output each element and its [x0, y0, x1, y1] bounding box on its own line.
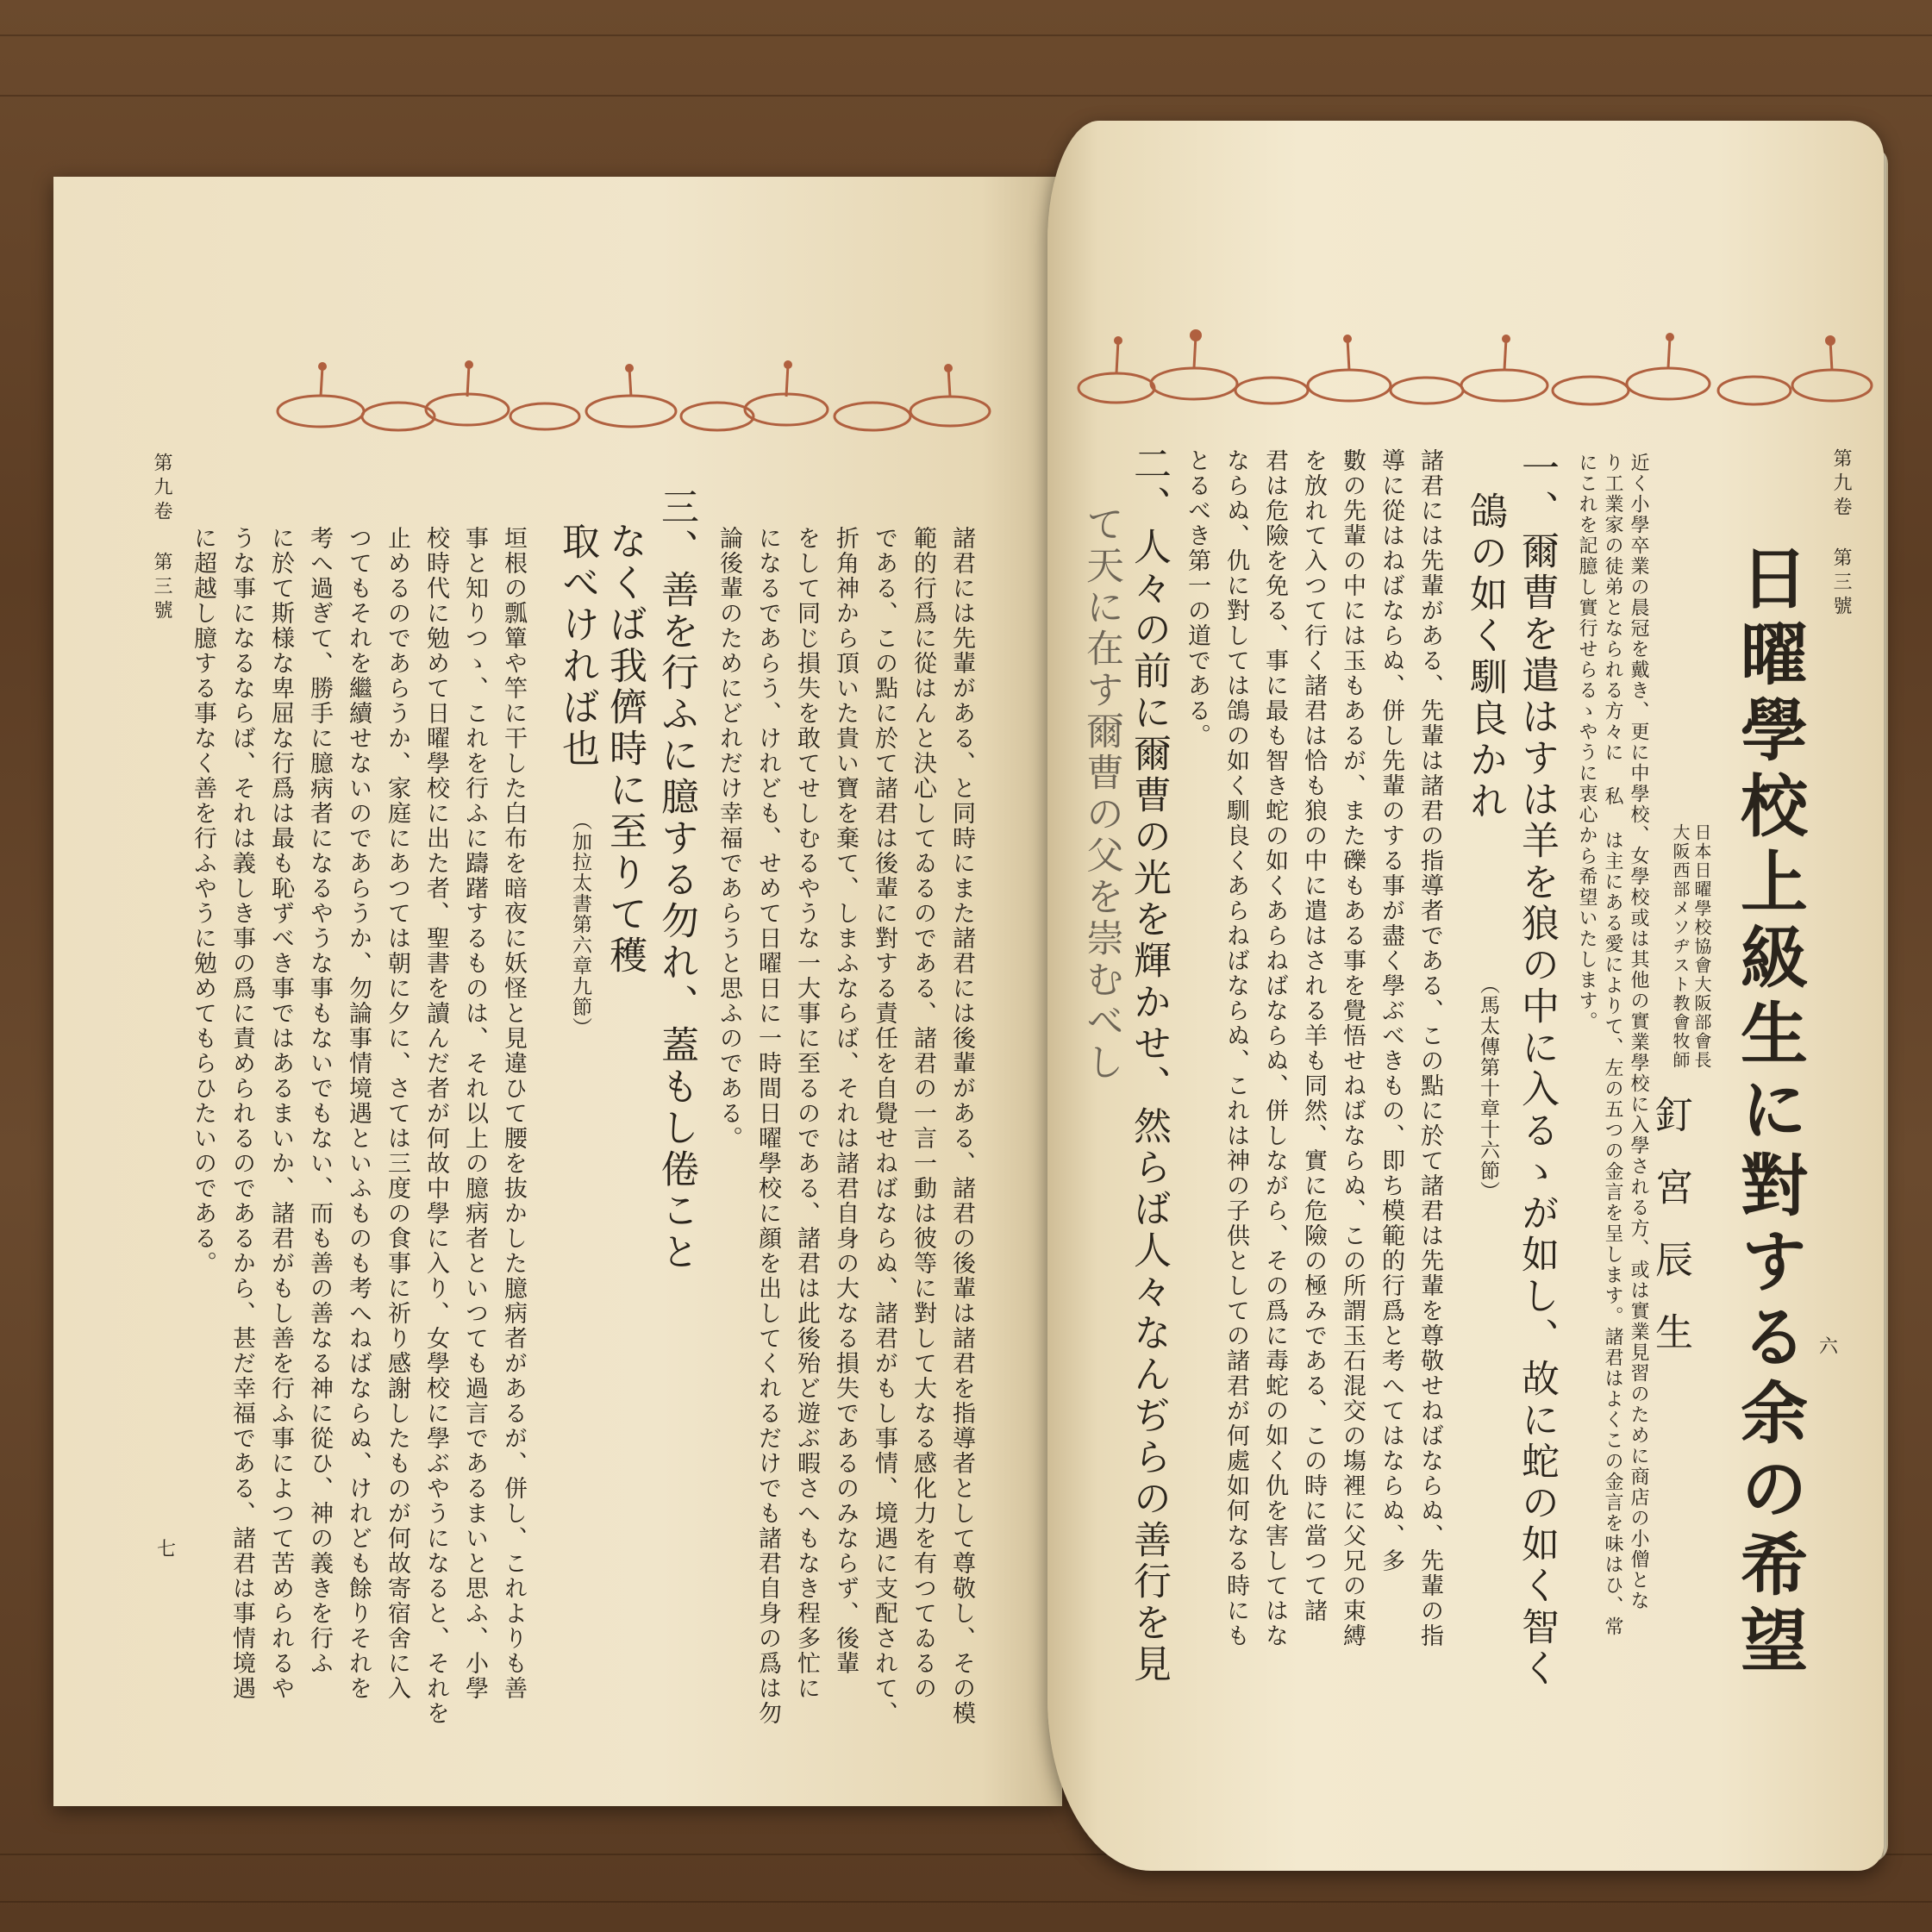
left-page: [53, 177, 1062, 1806]
body-column: つてもそれを繼續せないのであらうか、勿論事情境遇といふものも考へねばならぬ、けれども餘りそれを: [345, 526, 372, 1701]
body-column: を放れて入つて行く諸君は恰も狼の中に遣はされる羊も同然、實に危險の極みである、この時に當つて諸: [1300, 448, 1327, 1623]
section-heading: なくば我儕時に至りて穫: [603, 522, 647, 977]
author-affiliation: 大阪西部メソヂスト教會牧師: [1670, 823, 1691, 1070]
body-column: 導に從はねばならぬ、併し先輩のする事が盡く學ぶべきもの、即ち模範的行爲と考へてはならぬ、多: [1378, 448, 1404, 1573]
wood-grain: [0, 1901, 1932, 1903]
body-column: 校時代に勉めて日曜學校に出た者、聖書を讀んだ者が何故中學に入り、女學校に學ぶやうになると、それを: [422, 526, 449, 1726]
body-column: 諸君には先輩がある、先輩は諸君の指導者である、この點に於て諸君は先輩を尊敬せねばならぬ、先輩の指: [1416, 448, 1443, 1648]
body-column: 論後輩のためにどれだけ幸福であらうと思ふのである。: [716, 526, 742, 1151]
body-column: に超越し臆する事なく善を行ふやうに勉めてもらひたいのである。: [190, 526, 216, 1276]
folio: 第九卷 第三號: [1830, 448, 1852, 620]
intro-line: にこれを記臆し實行せらるゝやうに衷心から希望いたします。: [1576, 453, 1597, 1032]
body-column: に於て斯様な卑屈な行爲は最も恥ずべき事ではあるまいか、諸君がもし善を行ふ事によつて苦められるや: [267, 526, 294, 1701]
section-heading: 取べければ也: [555, 522, 599, 770]
intro-line: 近く小學卒業の晨冠を戴き、更に中學校、女學校或は其他の實業學校に入學される方、或は實業見習のために商店の小僧とな: [1628, 453, 1649, 1611]
folio: 第九卷 第三號: [151, 453, 172, 624]
author-name: 釘宮辰生: [1648, 1095, 1692, 1385]
body-column: 數の先輩の中には玉もあるが、また礫もある事を覺悟せねばならぬ、この所謂玉石混交の塲裡に父兄の束縛: [1339, 448, 1366, 1648]
page-number: 七: [157, 1539, 177, 1560]
citation: （加拉太書第六章九節）: [569, 810, 591, 1038]
page-number: 六: [1819, 1336, 1839, 1358]
section-heading: 鴿の如く馴良かれ: [1463, 491, 1507, 822]
section-heading: 二、人々の前に爾曹の光を輝かせ、然らば人々なんぢらの善行を見: [1127, 444, 1171, 1685]
body-column: である、この點に於て諸君は後輩に對する責任を自覺せねばならぬ、諸君がもし事情、境遇に支配されて、: [871, 526, 897, 1726]
section-heading: て天に在す爾曹の父を崇むべし: [1079, 504, 1123, 1084]
body-column: うな事になるならば、それは義しき事の爲に責められるのであるから、甚だ幸福である、諸君は事情境遇: [228, 526, 255, 1701]
section-heading: 一、爾曹を遣はすは羊を狼の中に入るゝが如し、故に蛇の如く智く: [1515, 448, 1559, 1690]
right-page: [1047, 121, 1884, 1871]
floral-decoration: [1073, 323, 1884, 418]
body-column: とるべき第一の道である。: [1184, 448, 1210, 748]
body-column: をして同じ損失を敢てせしむるやうな一大事に至るのである、諸君は此後殆ど遊ぶ暇さへもなき程多忙に: [793, 526, 820, 1701]
section-heading: 三、善を行ふに臆する勿れ、蓋もし倦こと: [654, 487, 698, 1273]
floral-decoration: [269, 349, 1028, 444]
article-title: 日曜學校上級生に對する余の希望: [1729, 543, 1808, 1681]
body-column: 諸君には先輩がある、と同時にまた諸君には後輩がある、諸君の後輩は諸君を指導者として尊敬し、その模: [948, 526, 975, 1726]
intro-line: り工業家の徒弟となられる方々に 私 は主にある愛によりて、左の五つの金言を呈します。諸君はよくこの金言を味はひ、常: [1602, 453, 1623, 1637]
body-column: 止めるのであらうか、家庭にあつては朝に夕に、さては三度の食事に祈り感謝したものが何故寄宿舍に入: [384, 526, 410, 1701]
wood-grain: [0, 34, 1932, 36]
body-column: 事と知りつゝ、これを行ふに躊躇するものは、それ以上の臆病者といつても過言であるまいと思ふ、小學: [461, 526, 488, 1701]
wood-grain: [0, 95, 1932, 97]
body-column: 垣根の瓢簞や竿に干した白布を暗夜に妖怪と見違ひて腰を抜かした臆病者があるが、併し、これよりも善: [500, 526, 527, 1701]
body-column: 範的行爲に從はんと決心してゐるのである、諸君の一言一動は彼等に對して大なる感化力を有つてゐるの: [910, 526, 936, 1701]
citation: （馬太傳第十章十六節）: [1477, 974, 1499, 1202]
body-column: 折角神から頂いた貴い寶を棄て、しまふならば、それは諸君自身の大なる損失であるのみならず、後輩: [832, 526, 859, 1676]
author-affiliation: 日本日曜學校協會大阪部會長: [1691, 823, 1712, 1070]
body-column: 君は危險を免る、事に最も智き蛇の如くあらねばならぬ、併しながら、その爲に毒蛇の如く仇を害してはな: [1261, 448, 1288, 1648]
body-column: ならぬ、仇に對しては鴿の如く馴良くあらねばならぬ、これは神の子供としての諸君が何處如何なる時にも: [1222, 448, 1249, 1648]
body-column: になるであらう、けれども、せめて日曜日に一時間日曜學校に顔を出してくれるだけでも諸君自身の爲は勿: [754, 526, 781, 1726]
body-column: 考へ過ぎて、勝手に臆病者になるやうな事もないでもない、而も善の善なる神に從ひ、神の義きを行ふ: [306, 526, 333, 1676]
